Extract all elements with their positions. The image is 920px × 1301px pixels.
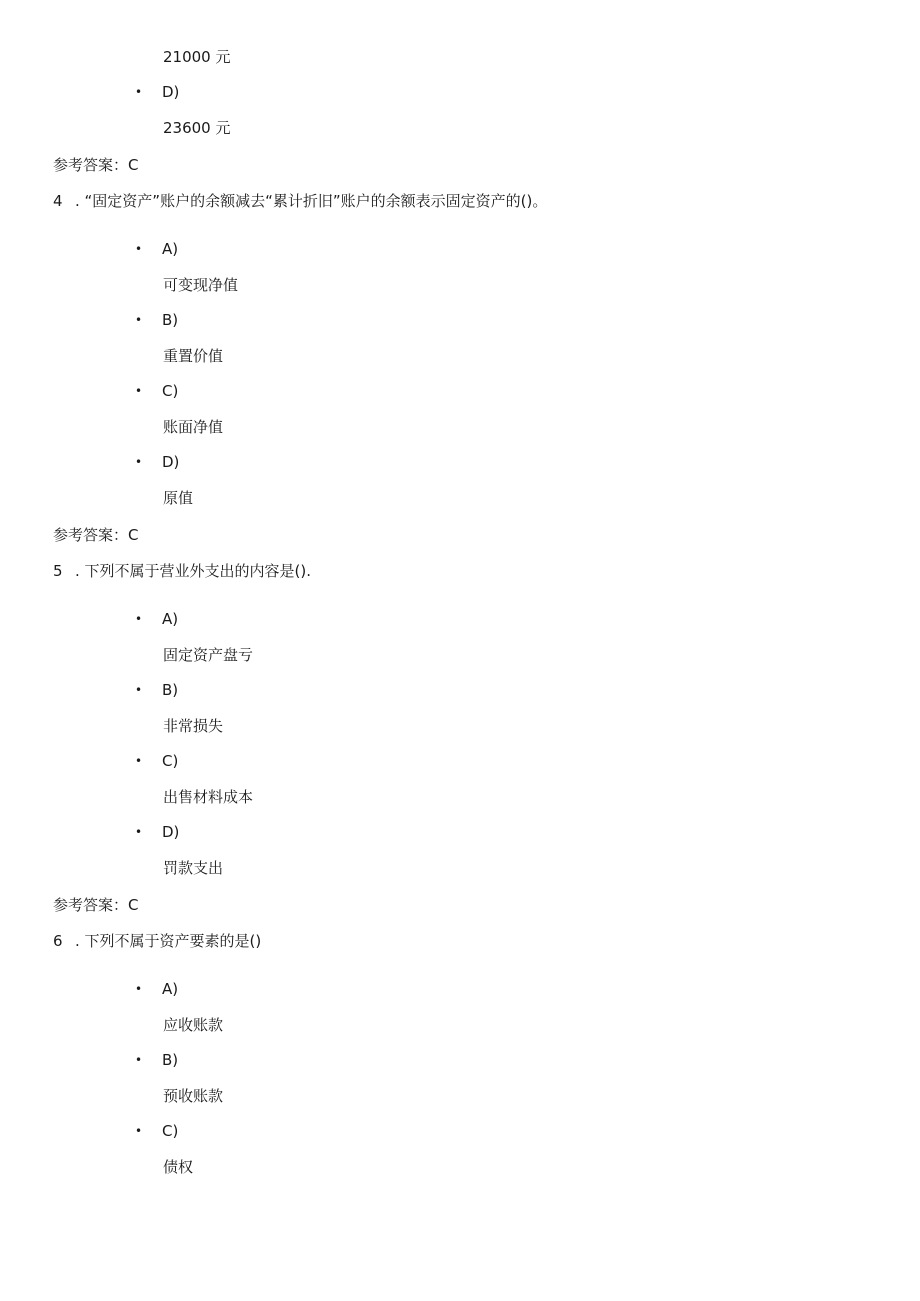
- q4-option-c-bullet: •: [135, 384, 143, 398]
- q4-option-b-label: B): [162, 311, 179, 329]
- q3-option-d-text: 23600 元: [163, 119, 231, 137]
- q4-option-d-bullet: •: [135, 455, 143, 469]
- q6-number: 6: [53, 932, 63, 950]
- q6-option-a-label: A): [162, 980, 179, 998]
- q5-option-a-label: A): [162, 610, 179, 628]
- q5-number: 5: [53, 562, 63, 580]
- q6-option-c-text: 债权: [163, 1158, 194, 1176]
- q6-option-b-text: 预收账款: [163, 1087, 224, 1105]
- q4-option-c-text: 账面净值: [163, 418, 224, 436]
- q4-text: . “固定资产”账户的余额减去“累计折旧”账户的余额表示固定资产的()。: [75, 192, 548, 210]
- q6-option-a-bullet: •: [135, 982, 143, 996]
- q3-option-c-text: 21000 元: [163, 48, 231, 66]
- q5-option-b-text: 非常损失: [163, 717, 224, 735]
- q5-option-a-bullet: •: [135, 612, 143, 626]
- q6-option-a-text: 应收账款: [163, 1016, 224, 1034]
- q3-option-d-label: D): [162, 83, 180, 101]
- q4-option-d-text: 原值: [163, 489, 194, 507]
- q6-option-c-label: C): [162, 1122, 179, 1140]
- q4-answer: 参考答案：C: [53, 526, 139, 544]
- q5-text: . 下列不属于营业外支出的内容是().: [75, 562, 312, 580]
- q4-number: 4: [53, 192, 63, 210]
- q5-option-c-label: C): [162, 752, 179, 770]
- q4-option-b-bullet: •: [135, 313, 143, 327]
- q5-option-d-label: D): [162, 823, 180, 841]
- q4-option-b-text: 重置价值: [163, 347, 224, 365]
- q3-answer: 参考答案：C: [53, 156, 139, 174]
- q3-option-d-bullet: •: [135, 85, 143, 99]
- q5-option-d-text: 罚款支出: [163, 859, 224, 877]
- q4-option-a-bullet: •: [135, 242, 143, 256]
- q6-text: . 下列不属于资产要素的是(): [75, 932, 262, 950]
- q6-option-b-bullet: •: [135, 1053, 143, 1067]
- q5-answer: 参考答案：C: [53, 896, 139, 914]
- q5-option-b-bullet: •: [135, 683, 143, 697]
- q5-option-b-label: B): [162, 681, 179, 699]
- q5-option-c-bullet: •: [135, 754, 143, 768]
- q5-option-a-text: 固定资产盘亏: [163, 646, 254, 664]
- q6-option-c-bullet: •: [135, 1124, 143, 1138]
- q4-option-a-text: 可变现净值: [163, 276, 239, 294]
- q4-option-d-label: D): [162, 453, 180, 471]
- q6-option-b-label: B): [162, 1051, 179, 1069]
- q4-option-a-label: A): [162, 240, 179, 258]
- q4-option-c-label: C): [162, 382, 179, 400]
- q5-option-c-text: 出售材料成本: [163, 788, 254, 806]
- q5-option-d-bullet: •: [135, 825, 143, 839]
